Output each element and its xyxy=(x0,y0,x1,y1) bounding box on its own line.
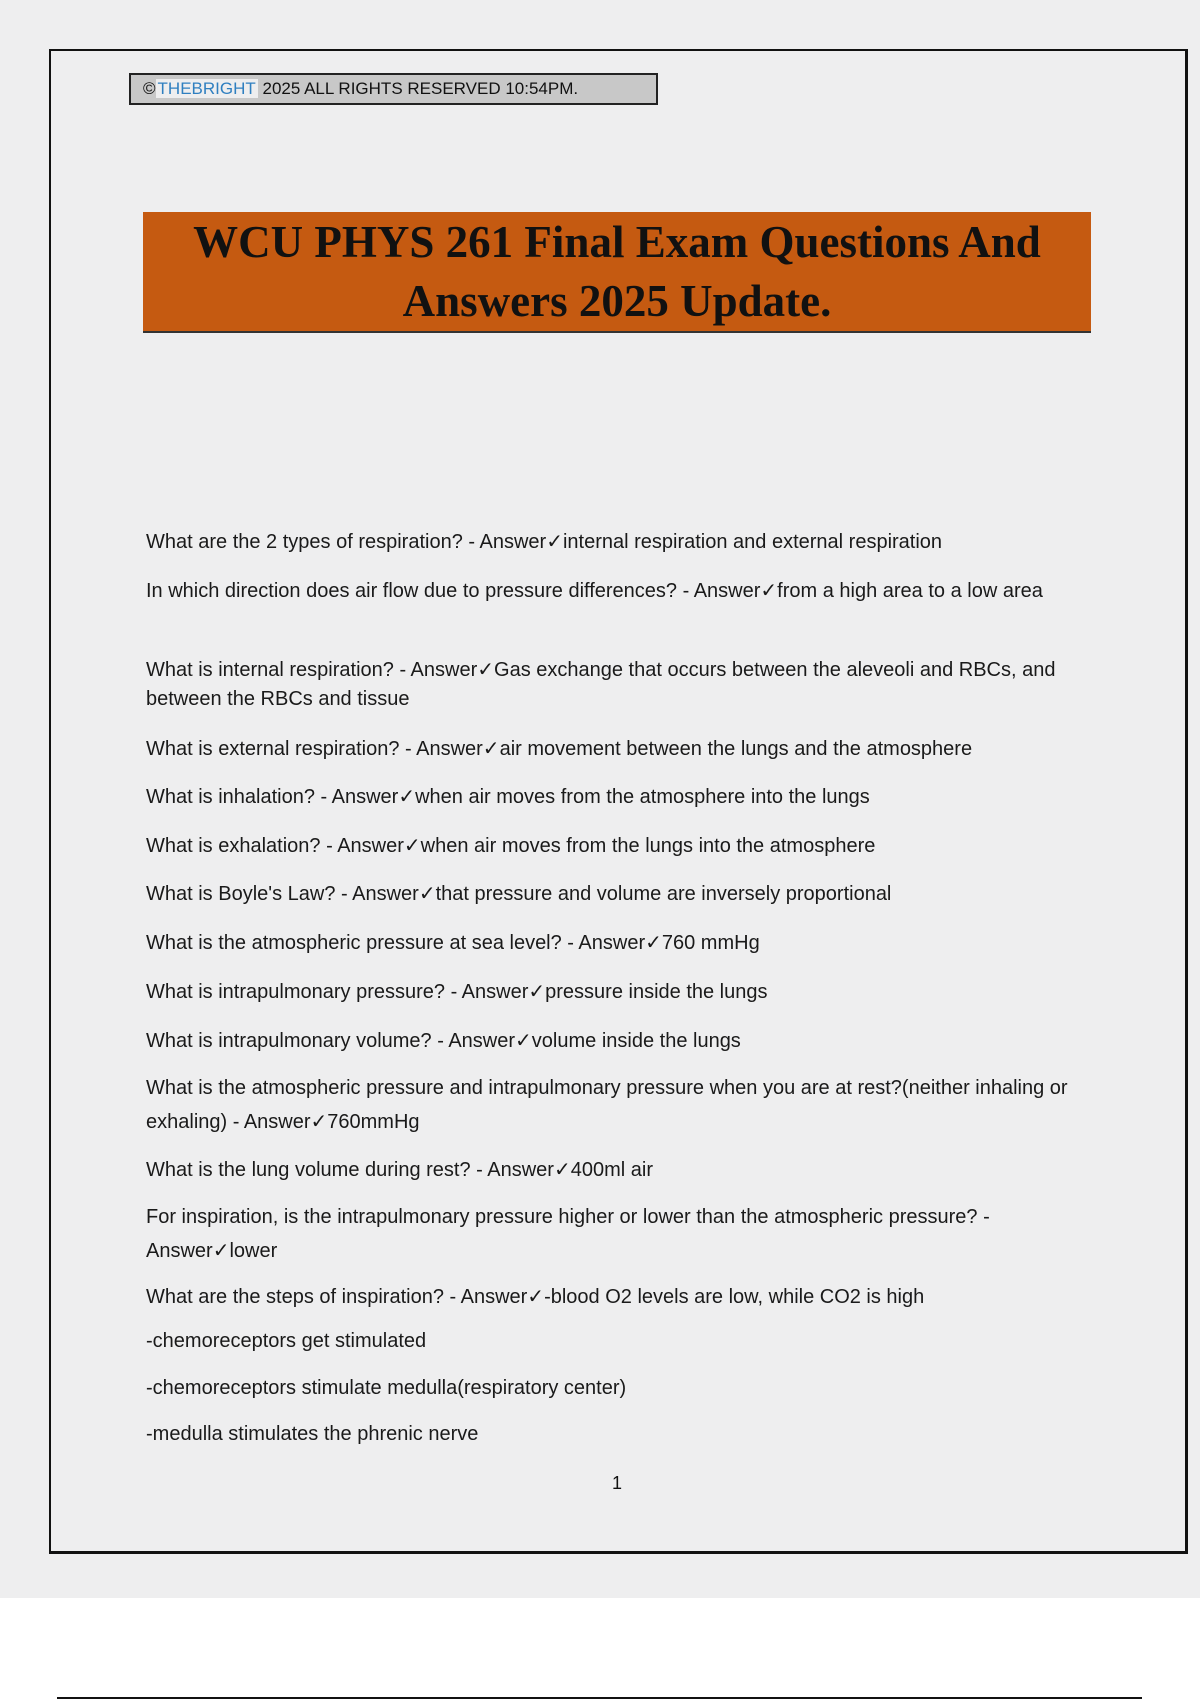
answer: volume inside the lungs xyxy=(531,1030,741,1052)
question: What is the lung volume during rest? - Answer✓ xyxy=(146,1159,571,1181)
question: For inspiration, is the intrapulmonary pressure higher or lower than the atmospheric pressure? - Answer✓ xyxy=(146,1206,990,1262)
answer: when air moves from the lungs into the atmosphere xyxy=(420,835,876,857)
qa-item xyxy=(146,577,1091,606)
document-title: WCU PHYS 261 Final Exam Questions And Answers 2025 Update. xyxy=(193,216,1041,326)
qa-item xyxy=(146,528,1091,557)
question: What is the atmospheric pressure and intrapulmonary pressure when you are at rest?(neither inhaling or exhaling) - Answer✓ xyxy=(146,1077,1068,1133)
answer: pressure inside the lungs xyxy=(545,981,768,1003)
answer: 760 mmHg xyxy=(661,932,760,954)
qa-item xyxy=(146,656,1091,714)
step-line: -chemoreceptors get stimulated xyxy=(146,1330,427,1352)
answer: from a high area to a low area xyxy=(777,580,1043,602)
step-line: -medulla stimulates the phrenic nerve xyxy=(146,1423,479,1445)
copyright-text: 2025 ALL RIGHTS RESERVED 10:54PM. xyxy=(257,79,579,98)
qa-item xyxy=(146,735,1091,764)
qa-item xyxy=(146,978,1091,1007)
qa-item xyxy=(146,1027,1091,1056)
question: What is external respiration? - Answer✓ xyxy=(146,738,500,760)
qa-item xyxy=(146,1156,1091,1185)
answer: Gas exchange that occurs between the aleveoli and RBCs, and between the RBCs and tissue xyxy=(146,659,1056,710)
question: What is Boyle's Law? - Answer✓ xyxy=(146,883,436,905)
answer: -blood O2 levels are low, while CO2 is high xyxy=(544,1286,925,1308)
question: In which direction does air flow due to pressure differences? - Answer✓ xyxy=(146,580,778,602)
answer: internal respiration and external respiration xyxy=(562,531,943,553)
answer: that pressure and volume are inversely proportional xyxy=(435,883,892,905)
page-number: 1 xyxy=(611,1473,622,1493)
qa-item xyxy=(146,1071,1091,1139)
answer: when air moves from the atmosphere into the lungs xyxy=(415,786,870,808)
bottom-rule xyxy=(57,1697,1142,1699)
qa-item xyxy=(146,1200,1091,1268)
question: What are the 2 types of respiration? - Answer✓ xyxy=(146,531,563,553)
question: What is the atmospheric pressure at sea level? - Answer✓ xyxy=(146,932,662,954)
answer: 400ml air xyxy=(570,1159,653,1181)
answer: lower xyxy=(229,1240,278,1262)
copyright-symbol: © xyxy=(143,79,156,98)
qa-item xyxy=(146,929,1091,958)
question: What is intrapulmonary volume? - Answer✓ xyxy=(146,1030,532,1052)
qa-item xyxy=(146,783,1091,812)
copyright-header xyxy=(129,73,658,105)
question: What is intrapulmonary pressure? - Answer✓ xyxy=(146,981,546,1003)
qa-item xyxy=(146,1283,1091,1312)
question: What is exhalation? - Answer✓ xyxy=(146,835,421,857)
step-line: -chemoreceptors stimulate medulla(respiratory center) xyxy=(146,1377,627,1399)
copyright-brand: THEBRIGHT xyxy=(157,79,256,98)
answer: air movement between the lungs and the atmosphere xyxy=(499,738,973,760)
question: What is inhalation? - Answer✓ xyxy=(146,786,416,808)
answer: 760mmHg xyxy=(327,1111,420,1133)
qa-item xyxy=(146,880,1091,909)
qa-item xyxy=(146,832,1091,861)
question: What are the steps of inspiration? - Answer✓ xyxy=(146,1286,545,1308)
title-banner xyxy=(143,212,1091,333)
question: What is internal respiration? - Answer✓ xyxy=(146,659,495,681)
